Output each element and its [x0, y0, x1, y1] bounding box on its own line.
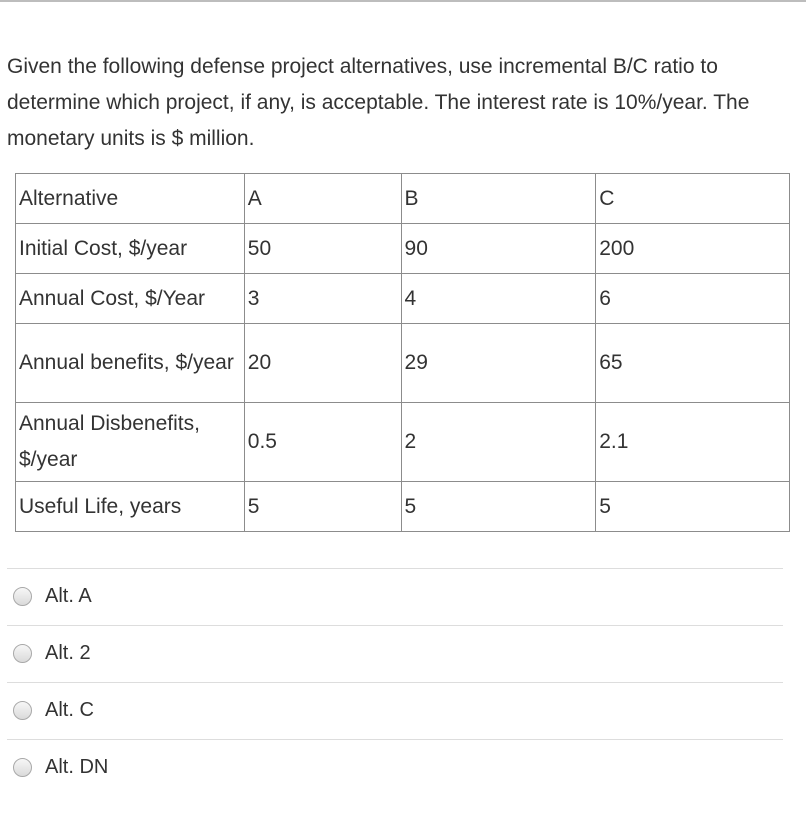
- top-divider: [0, 0, 806, 2]
- row-header: Initial Cost, $/year: [16, 224, 245, 274]
- option-label[interactable]: Alt. 2: [45, 642, 91, 664]
- answer-option-alt-2[interactable]: [7, 625, 783, 682]
- radio-button[interactable]: [13, 701, 32, 720]
- table-cell: 6: [596, 274, 790, 324]
- table-cell: 0.5: [244, 403, 401, 482]
- table-cell: 50: [244, 224, 401, 274]
- table-row: [16, 324, 790, 403]
- alternatives-table: [15, 173, 790, 532]
- row-header: Alternative: [16, 174, 245, 224]
- table-cell: 90: [401, 224, 596, 274]
- table-cell: 4: [401, 274, 596, 324]
- table-cell: 5: [244, 482, 401, 532]
- table-cell: 200: [596, 224, 790, 274]
- table-cell: 5: [596, 482, 790, 532]
- row-header: Annual Disbenefits, $/year: [16, 403, 245, 482]
- table-cell: 65: [596, 324, 790, 403]
- answer-option-alt-a[interactable]: [7, 568, 783, 625]
- row-header: Useful Life, years: [16, 482, 245, 532]
- table-row: [16, 224, 790, 274]
- row-header: Annual Cost, $/Year: [16, 274, 245, 324]
- table-row: [16, 174, 790, 224]
- answer-option-alt-c[interactable]: [7, 682, 783, 739]
- table-cell: 3: [244, 274, 401, 324]
- table-row: [16, 274, 790, 324]
- option-label[interactable]: Alt. C: [45, 699, 94, 721]
- table-cell: 29: [401, 324, 596, 403]
- question-text: Given the following defense project alternatives, use incremental B/C ratio to determine which project, if any, is acceptable. The interest rate is 10%/year. The monetary units is $ million.: [7, 55, 750, 150]
- table-cell: 2: [401, 403, 596, 482]
- table-cell: 20: [244, 324, 401, 403]
- answer-options: [7, 568, 783, 796]
- table-cell: 5: [401, 482, 596, 532]
- table-cell: 2.1: [596, 403, 790, 482]
- table-row: [16, 482, 790, 532]
- table-cell: A: [244, 174, 401, 224]
- table-cell: C: [596, 174, 790, 224]
- table-row: [16, 403, 790, 482]
- radio-button[interactable]: [13, 758, 32, 777]
- answer-option-alt-dn[interactable]: [7, 739, 783, 796]
- radio-button[interactable]: [13, 644, 32, 663]
- row-header: Annual benefits, $/year: [16, 324, 245, 403]
- table-cell: B: [401, 174, 596, 224]
- option-label[interactable]: Alt. A: [45, 585, 92, 607]
- option-label[interactable]: Alt. DN: [45, 756, 109, 778]
- radio-button[interactable]: [13, 587, 32, 606]
